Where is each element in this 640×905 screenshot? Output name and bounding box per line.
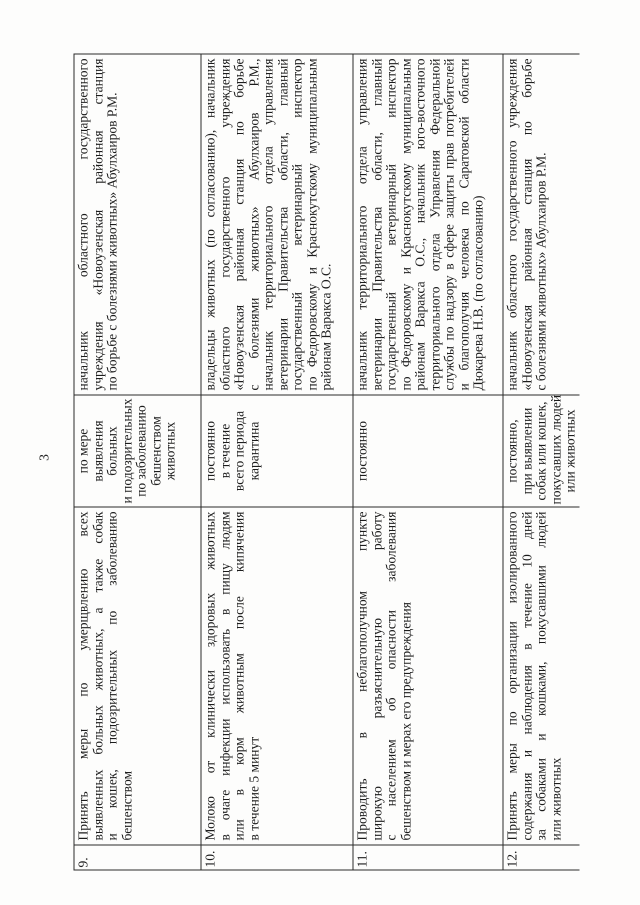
row-number: 10. [202,850,217,867]
responsible-line: с болезнями животных» Абулхаиров Р.М. [533,151,548,390]
number-cell [503,844,579,869]
responsible-line: учреждения «Новоузенская районная станция [89,58,105,390]
table-row [74,54,201,869]
measure-line: Молоко от клинически здоровых животных [202,511,217,840]
number-cell [353,844,502,869]
responsible-line: государственный ветеринарный инспектор [383,58,398,390]
responsible-line: по Федоровскому и Краснокутскому муниципальным [397,58,413,390]
measures-cell [503,506,579,844]
term-line: постоянно [202,420,217,481]
responsible-line: начальник территориального отдела управления [260,58,275,390]
measures-cell [74,506,200,844]
measure-line: бешенством [118,770,134,840]
responsible-line: районам Варакса О.С., начальник юго-восточного [412,58,427,390]
term-line: собак или кошек, [533,400,548,501]
term-line: по заболеванию [133,404,148,497]
responsible-line: по борьбе с болезнями животных» Абулхаиров Р.М. [104,92,119,390]
measures-cell [201,506,352,844]
responsible-line: владельцы животных (по согласованию), начальник [202,58,217,390]
responsible-line: «Новоузенская районная станция по борьбе [518,58,534,390]
measure-line: Принять меры по умерщвлению всех [75,511,90,840]
responsible-line: по Федоровскому и Краснокутскому муниципальным [303,58,319,390]
measure-line: выявленных больных животных, а также собак [89,511,105,840]
term-line: и подозрительных [118,398,134,503]
measure-line: содержания и наблюдения в течение 10 дней [518,511,534,840]
responsible-cell [353,54,502,394]
term-line: по мере [75,428,90,473]
term-line: больных [104,425,119,476]
measure-line: бешенством и мерах его предупреждения [397,601,413,840]
term-line: бешенством [147,415,163,486]
page-number: 3 [36,453,51,461]
responsible-line: начальник территориального отдела управления [354,58,369,390]
responsible-line: областного государственного учреждения [216,58,232,390]
responsible-line: ветеринарии Правительства области, главный [368,58,384,390]
responsible-line: службы по надзору в сфере защиты прав потребителей [441,58,456,390]
measures-cell [353,506,502,844]
row-number: 11. [354,850,369,867]
measure-line: или животных [547,757,563,840]
term-line: постоянно [354,420,369,481]
term-cell [201,394,352,506]
term-line: постоянно, [504,418,519,483]
term-line: в течение [216,423,232,478]
responsible-line: и благополучия человека по Саратовской области [455,58,471,390]
measures-table [73,53,579,870]
measure-line: за собаками и кошками, покусавшими людей [533,511,548,840]
term-cell [503,394,579,506]
measure-line: в очаге инфекции использовать в пищу людям [216,511,232,840]
responsible-cell [503,54,579,394]
measure-line: в течение 5 минут [245,736,261,840]
row-number: 9. [75,856,90,867]
term-line: при выявлении [518,407,534,494]
responsible-line: с болезнями животных» Абулхаиров Р.М., [245,58,261,390]
number-cell [201,844,352,869]
term-line: или животных [562,409,577,492]
measure-line: и кошек, подозрительных по заболеванию [104,511,119,840]
measure-line: Проводить в неблагополучном пункте [354,511,369,840]
table-row [353,54,503,869]
term-line: покусавших людей [547,394,563,504]
responsible-line: начальник областного государственного [75,58,90,390]
measure-line: Принять меры по организации изолированного [504,511,519,840]
term-line: выявления [89,419,105,482]
responsible-cell [74,54,200,394]
row-number: 12. [504,850,519,867]
responsible-line: районам Варакса О.С. [318,263,333,390]
term-line: животных [162,421,177,480]
term-line: карантина [245,421,261,480]
responsible-cell [201,54,352,394]
table-row [201,54,353,869]
number-cell [74,844,200,869]
measure-line: широкую разъяснительную работу [368,511,384,840]
responsible-line: территориального отдела Управления Федеральной [426,58,442,390]
term-line: всего периода [231,410,246,491]
measure-line: с населением об опасности заболевания [383,511,398,840]
responsible-line: начальник областного государственного учреждения [504,58,519,390]
responsible-line: «Новоузенская районная станция по борьбе [231,58,246,390]
term-cell [353,394,502,506]
responsible-line: государственный ветеринарный инспектор [289,58,304,390]
measure-line: или в корм животным после кипячения [231,511,246,840]
term-cell [74,394,200,506]
responsible-line: ветеринарии Правительства области, главный [274,58,290,390]
table-row [503,54,579,869]
responsible-line: Дюкарева Н.В. (по согласованию) [470,195,485,390]
